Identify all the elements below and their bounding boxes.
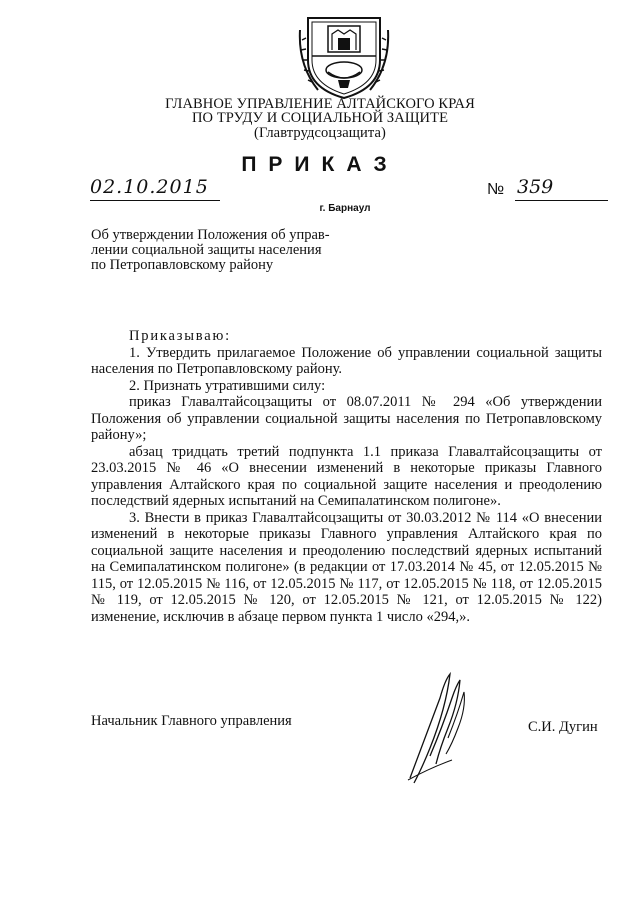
org-short-name: (Главтрудсоцзащита) xyxy=(254,125,386,141)
order-statement: Приказываю: xyxy=(129,328,231,344)
subject-line: лении социальной защиты населения xyxy=(91,242,322,258)
org-name-line1: ГЛАВНОЕ УПРАВЛЕНИЕ АЛТАЙСКОГО КРАЯ xyxy=(165,96,475,112)
number-sign: № xyxy=(487,181,505,198)
paragraph-2: 2. Признать утратившими силу: xyxy=(129,377,326,394)
signatory-position: Начальник Главного управления xyxy=(91,713,292,729)
date-underline xyxy=(90,200,220,201)
document-date: 02.10.2015 xyxy=(90,176,209,198)
paragraph-3: приказ Главалтайсоцзащиты от 08.07.2011 № 294 «Об утверждении Положения об управлении социальной защиты населения по Петропавловскому району»; xyxy=(91,394,602,443)
paragraph-1: 1. Утвердить прилагаемое Положение об управлении социальной защиты населения по Петропавловскому району. xyxy=(91,344,602,377)
handwritten-signature-icon xyxy=(400,668,480,788)
city-label: г. Барнаул xyxy=(319,203,371,214)
subject-line: Об утверждении Положения об управ- xyxy=(91,227,330,243)
subject-line: по Петропавловскому району xyxy=(91,257,274,273)
paragraph-5: 3. Внести в приказ Главалтайсоцзащиты от 30.03.2012 № 114 «О внесении изменений в некоторые приказы Главного управления Алтайского края по социальной защите населения и преодолению последствий ядерных испытаний на Семипалатинском полигоне» (в редакции от 17.03.2014 № 45, от 12.05.2015 № 115, от 12.05.2015 № 116, от 12.05.2015 № 117, от 12.05.2015 № 118, от 12.05.2015 № 119, от 12.05.2015 № 120, от 12.05.2015 № 121, от 12.05.2015 № 122) изменение, исключив в абзаце первом пункта 1 число «294,». xyxy=(91,509,602,625)
paragraph-4: абзац тридцать третий подпункта 1.1 приказа Главалтайсоцзащиты от 23.03.2015 № 46 «О внесении изменений в некоторые приказы Главного управления Алтайского края по социальной защите населения и преодолению последствий ядерных испытаний на Семипалатинском полигоне». xyxy=(91,443,602,509)
document-title: ПРИКАЗ xyxy=(241,153,399,176)
altai-coat-of-arms-icon xyxy=(298,10,390,102)
document-body xyxy=(91,328,602,625)
document-subject xyxy=(91,228,341,273)
signatory-name: С.И. Дугин xyxy=(528,719,598,735)
document-number: 359 xyxy=(517,176,554,198)
number-underline xyxy=(515,200,608,201)
org-name-line2: ПО ТРУДУ И СОЦИАЛЬНОЙ ЗАЩИТЕ xyxy=(191,110,449,126)
